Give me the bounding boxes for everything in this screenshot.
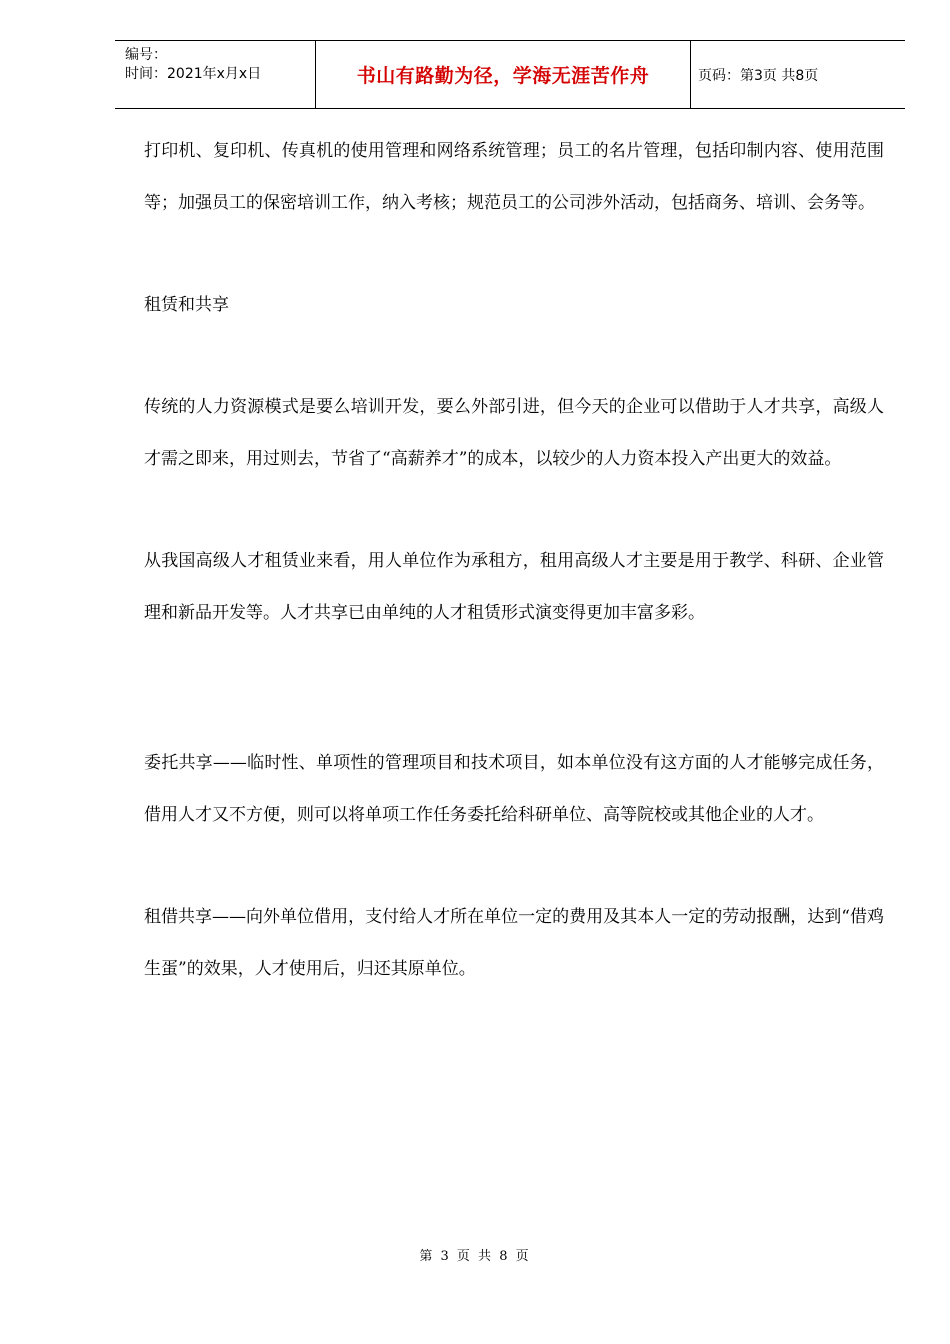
header-page-info: 页码：第3页 共8页 [698,67,819,84]
header-meta-cell [115,41,315,108]
document-time-label: 时间：2021年x月x日 [125,66,262,82]
document-header [115,40,905,109]
body-paragraph: 租借共享——向外单位借用，支付给人才所在单位一定的费用及其本人一定的劳动报酬，达到“借鸡生蛋”的效果，人才使用后，归还其原单位。 [144,907,884,979]
header-motto-cell [315,41,691,108]
document-body [144,125,884,995]
body-paragraph: 打印机、复印机、传真机的使用管理和网络系统管理；员工的名片管理，包括印制内容、使用范围等；加强员工的保密培训工作，纳入考核；规范员工的公司涉外活动，包括商务、培训、会务等。 [144,141,884,213]
header-motto: 书山有路勤为径，学海无涯苦作舟 [356,65,650,87]
section-heading: 租赁和共享 [144,295,229,315]
body-paragraph: 从我国高级人才租赁业来看，用人单位作为承租方，租用高级人才主要是用于教学、科研、企业管理和新品开发等。人才共享已由单纯的人才租赁形式演变得更加丰富多彩。 [144,551,884,623]
body-paragraph: 委托共享——临时性、单项性的管理项目和技术项目，如本单位没有这方面的人才能够完成任务，借用人才又不方便，则可以将单项工作任务委托给科研单位、高等院校或其他企业的人才。 [144,753,884,825]
header-page-cell [690,41,905,108]
document-number-label: 编号： [125,47,167,63]
page-footer: 第 3 页 共 8 页 [419,1249,531,1264]
body-paragraph: 传统的人力资源模式是要么培训开发，要么外部引进，但今天的企业可以借助于人才共享，高级人才需之即来，用过则去，节省了“高薪养才”的成本，以较少的人力资本投入产出更大的效益。 [144,397,884,469]
